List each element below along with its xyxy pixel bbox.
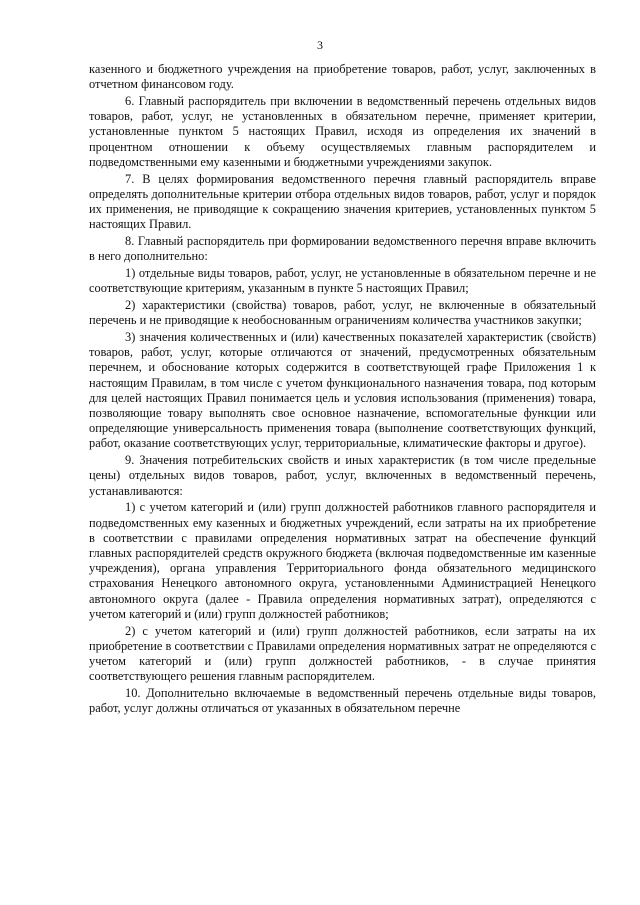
paragraph-item-8-3: 3) значения количественных и (или) качественных показателей характеристик (свойств) товаров, работ, услуг, которые отличаются от значений, предусмотренных обязательным перечнем, и обоснование которых содержится в соответствующей графе Приложения 1 к настоящим Правилам, в том числе с учетом функционального назначения товара, под которым для целей настоящих Правил понимается цель и условия использования (применения) товара, позволяющие товару выполнять свое основное назначение, вспомогательные функции или определяющие универсальность применения товара (выполнение соответствующих функций, работ, оказание соответствующих услуг, территориальные, климатические факторы и другое).: [89, 330, 596, 451]
paragraph-item-9-2: 2) с учетом категорий и (или) групп должностей работников, если затраты на их приобретение в соответствии с Правилами определения нормативных затрат не определяются с учетом категорий и (или) групп должностей работников, - в случае принятия соответствующего решения главным распорядителем.: [89, 623, 596, 684]
paragraph-item-8-2: 2) характеристики (свойства) товаров, работ, услуг, не включенные в обязательный перечень и не приводящие к необоснованным ограничениям количества участников закупки;: [89, 298, 596, 328]
paragraph-item-8: 8. Главный распорядитель при формировании ведомственного перечня вправе включить в него дополнительно:: [89, 234, 596, 264]
paragraph-item-10: 10. Дополнительно включаемые в ведомственный перечень отдельные виды товаров, работ, услуг должны отличаться от указанных в обязательном перечне: [89, 686, 596, 716]
paragraph-item-7: 7. В целях формирования ведомственного перечня главный распорядитель вправе определять дополнительные критерии отбора отдельных видов товаров, работ, услуг и порядок их применения, не приводящие к сокращению значения критериев, установленных пунктом 5 настоящих Правил.: [89, 171, 596, 232]
body-text: [89, 62, 596, 718]
paragraph-item-6: 6. Главный распорядитель при включении в ведомственный перечень отдельных видов товаров, работ, услуг, не установленных в обязательном перечне, применяет критерии, установленные пунктом 5 настоящих Правил, исходя из определения их значений в процентном отношении к объему осуществляемых главным распорядителем и подведомственными ему казенными и бюджетными учреждениями закупок.: [89, 94, 596, 169]
paragraph-continuation: казенного и бюджетного учреждения на приобретение товаров, работ, услуг, заключенных в отчетном финансовом году.: [89, 62, 596, 92]
paragraph-item-9-1: 1) с учетом категорий и (или) групп должностей работников главного распорядителя и подведомственных ему казенных и бюджетных учреждений, если затраты на их приобретение в соответствии с правилами определения нормативных затрат на обеспечение функций главных распорядителей средств окружного бюджета (включая подведомственные им казенные учреждения), органа управления Территориального фонда обязательного медицинского страхования Ненецкого автономного округа, установленными Администрацией Ненецкого автономного округа (далее - Правила определения нормативных затрат), определяются с учетом категорий и (или) групп должностей работников;: [89, 500, 596, 621]
paragraph-item-9: 9. Значения потребительских свойств и иных характеристик (в том числе предельные цены) отдельных видов товаров, работ, услуг, включенных в ведомственный перечень, устанавливаются:: [89, 453, 596, 498]
paragraph-item-8-1: 1) отдельные виды товаров, работ, услуг, не установленные в обязательном перечне и не соответствующие критериям, указанным в пункте 5 настоящих Правил;: [89, 266, 596, 296]
page-number: 3: [317, 38, 323, 52]
